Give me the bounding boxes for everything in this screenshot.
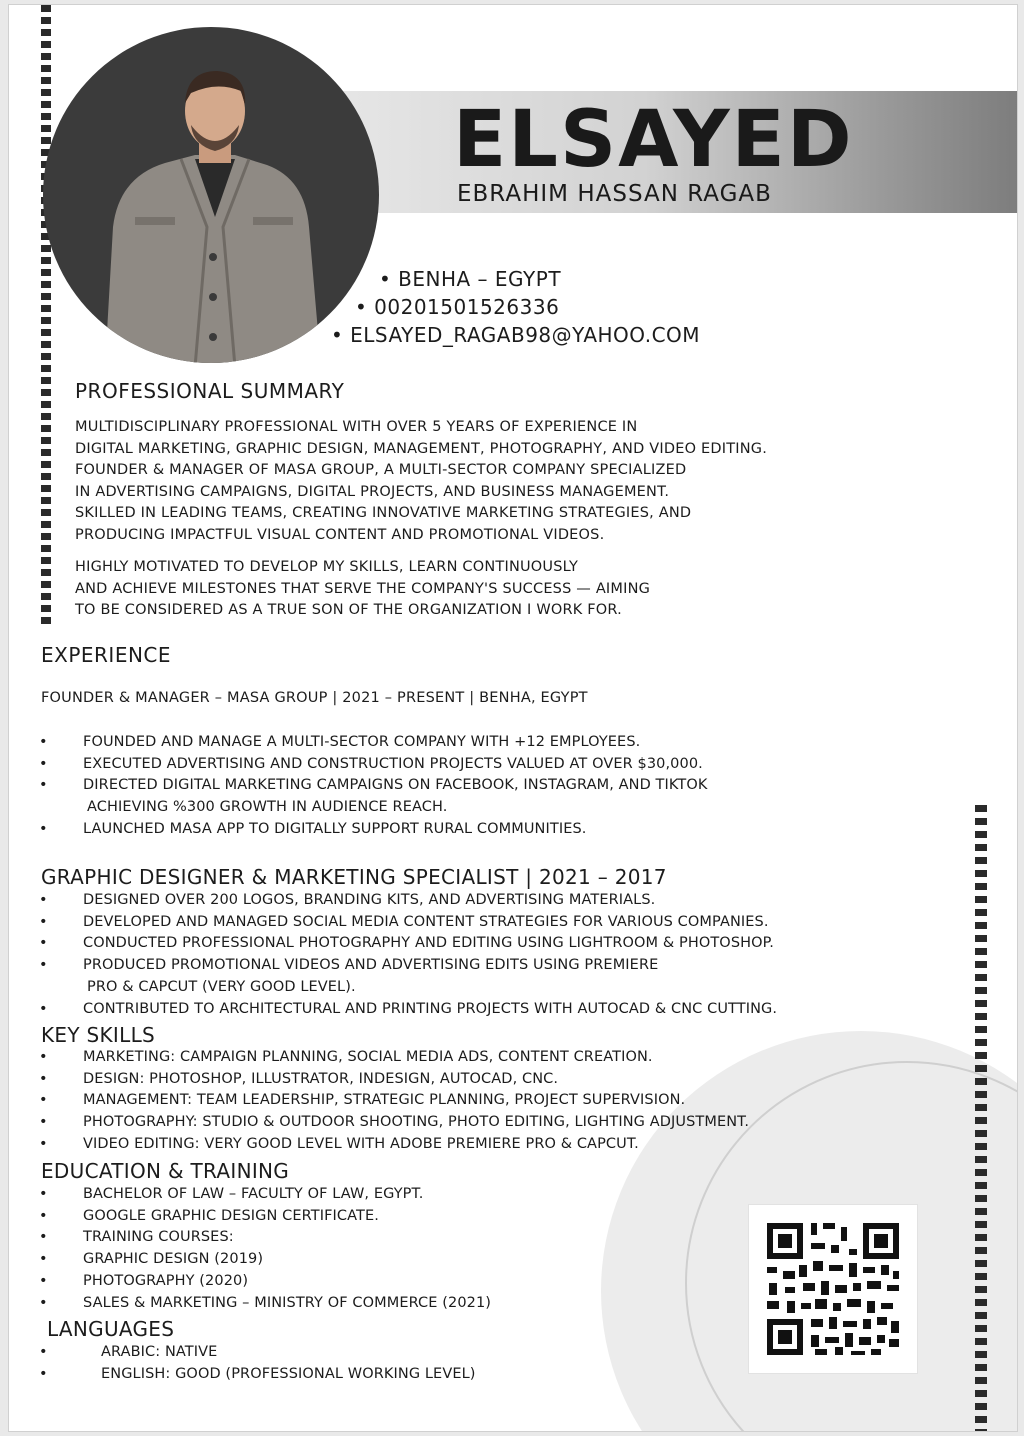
role-1-list <box>39 732 707 841</box>
list-item: • LAUNCHED MASA APP TO DIGITALLY SUPPORT RURAL COMMUNITIES. <box>39 819 707 841</box>
languages-heading: LANGUAGES <box>47 1317 175 1341</box>
list-item: • MARKETING: CAMPAIGN PLANNING, SOCIAL MEDIA ADS, CONTENT CREATION. <box>39 1047 749 1069</box>
first-name-heading: ELSAYED <box>453 95 854 185</box>
summary-line: TO BE CONSIDERED AS A TRUE SON OF THE ORGANIZATION I WORK FOR. <box>75 602 622 619</box>
education-heading: EDUCATION & TRAINING <box>41 1159 290 1183</box>
list-item: • GOOGLE GRAPHIC DESIGN CERTIFICATE. <box>39 1206 491 1228</box>
decorative-dash-border-right <box>975 805 987 1431</box>
list-item: • DIRECTED DIGITAL MARKETING CAMPAIGNS ON FACEBOOK, INSTAGRAM, AND TIKTOK <box>39 775 707 797</box>
list-item: • BACHELOR OF LAW – FACULTY OF LAW, EGYPT. <box>39 1184 491 1206</box>
education-list <box>39 1184 491 1314</box>
profile-photo <box>43 27 379 363</box>
summary-line: IN ADVERTISING CAMPAIGNS, DIGITAL PROJECTS, AND BUSINESS MANAGEMENT. <box>75 483 670 500</box>
list-item: • MANAGEMENT: TEAM LEADERSHIP, STRATEGIC PLANNING, PROJECT SUPERVISION. <box>39 1090 749 1112</box>
contact-phone: • 00201501526336 <box>355 295 560 319</box>
summary-line: MULTIDISCIPLINARY PROFESSIONAL WITH OVER 5 YEARS OF EXPERIENCE IN <box>75 419 638 435</box>
skills-list <box>39 1047 749 1156</box>
qr-code-icon <box>749 1205 917 1373</box>
list-item: • DESIGN: PHOTOSHOP, ILLUSTRATOR, INDESIGN, AUTOCAD, CNC. <box>39 1069 749 1091</box>
list-item: • SALES & MARKETING – MINISTRY OF COMMERCE (2021) <box>39 1293 491 1315</box>
contact-email: • ELSAYED_RAGAB98@YAHOO.COM <box>331 323 701 347</box>
list-item-continuation: ACHIEVING %300 GROWTH IN AUDIENCE REACH. <box>87 799 448 816</box>
list-item: • ARABIC: NATIVE <box>39 1342 476 1364</box>
list-item: • PRODUCED PROMOTIONAL VIDEOS AND ADVERTISING EDITS USING PREMIERE <box>39 955 777 977</box>
full-name-subheading: EBRAHIM HASSAN RAGAB <box>457 181 772 207</box>
decorative-dash-border-left <box>41 5 51 625</box>
summary-line: FOUNDER & MANAGER OF MASA GROUP, A MULTI-SECTOR COMPANY SPECIALIZED <box>75 462 687 479</box>
list-item-continuation: PRO & CAPCUT (VERY GOOD LEVEL). <box>87 978 356 995</box>
list-item: • TRAINING COURSES: <box>39 1227 491 1249</box>
role-2-title: GRAPHIC DESIGNER & MARKETING SPECIALIST | 2021 – 2017 <box>41 865 667 889</box>
contact-location: • BENHA – EGYPT <box>379 267 562 291</box>
skills-heading: KEY SKILLS <box>41 1023 156 1047</box>
summary-paragraph-2 <box>75 557 650 622</box>
list-item: • DEVELOPED AND MANAGED SOCIAL MEDIA CONTENT STRATEGIES FOR VARIOUS COMPANIES. <box>39 912 777 934</box>
list-item: • EXECUTED ADVERTISING AND CONSTRUCTION PROJECTS VALUED AT OVER $30,000. <box>39 754 707 776</box>
list-item: • PHOTOGRAPHY (2020) <box>39 1271 491 1293</box>
languages-list <box>39 1342 476 1385</box>
list-item: • PHOTOGRAPHY: STUDIO & OUTDOOR SHOOTING, PHOTO EDITING, LIGHTING ADJUSTMENT. <box>39 1112 749 1134</box>
experience-heading: EXPERIENCE <box>41 643 172 667</box>
summary-line: AND ACHIEVE MILESTONES THAT SERVE THE COMPANY'S SUCCESS — AIMING <box>75 580 651 597</box>
role-1-title: FOUNDER & MANAGER – MASA GROUP | 2021 – PRESENT | BENHA, EGYPT <box>41 690 588 706</box>
summary-line: PRODUCING IMPACTFUL VISUAL CONTENT AND PROMOTIONAL VIDEOS. <box>75 526 605 543</box>
list-item: • FOUNDED AND MANAGE A MULTI-SECTOR COMPANY WITH +12 EMPLOYEES. <box>39 732 707 754</box>
person-portrait-icon <box>95 67 335 363</box>
list-item: • ENGLISH: GOOD (PROFESSIONAL WORKING LEVEL) <box>39 1364 476 1386</box>
list-item: • DESIGNED OVER 200 LOGOS, BRANDING KITS, AND ADVERTISING MATERIALS. <box>39 890 777 912</box>
summary-heading: PROFESSIONAL SUMMARY <box>75 379 345 403</box>
summary-line: SKILLED IN LEADING TEAMS, CREATING INNOVATIVE MARKETING STRATEGIES, AND <box>75 505 692 522</box>
summary-paragraph-1 <box>75 417 767 547</box>
summary-line: HIGHLY MOTIVATED TO DEVELOP MY SKILLS, LEARN CONTINUOUSLY <box>75 559 579 575</box>
list-item: • VIDEO EDITING: VERY GOOD LEVEL WITH ADOBE PREMIERE PRO & CAPCUT. <box>39 1134 749 1156</box>
summary-line: DIGITAL MARKETING, GRAPHIC DESIGN, MANAGEMENT, PHOTOGRAPHY, AND VIDEO EDITING. <box>75 440 768 457</box>
resume-page <box>8 4 1018 1432</box>
list-item: • CONDUCTED PROFESSIONAL PHOTOGRAPHY AND EDITING USING LIGHTROOM & PHOTOSHOP. <box>39 933 777 955</box>
list-item: • CONTRIBUTED TO ARCHITECTURAL AND PRINTING PROJECTS WITH AUTOCAD & CNC CUTTING. <box>39 999 777 1021</box>
list-item: • GRAPHIC DESIGN (2019) <box>39 1249 491 1271</box>
role-2-list <box>39 890 777 1020</box>
qr-code[interactable] <box>749 1205 917 1373</box>
